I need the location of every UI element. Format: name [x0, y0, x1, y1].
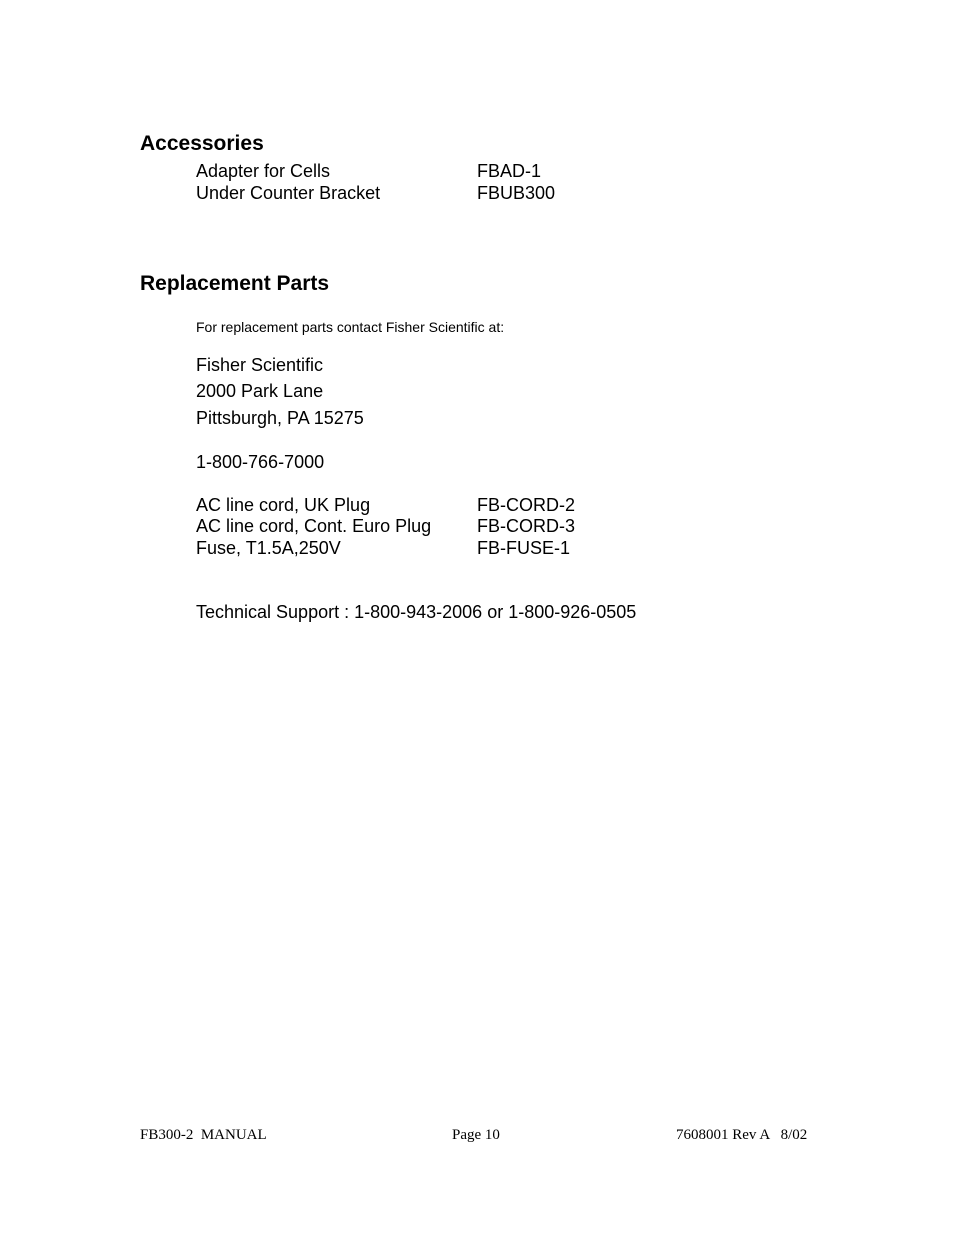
address-line-city: Pittsburgh, PA 15275	[196, 408, 364, 428]
accessory-name-adapter: Adapter for Cells	[196, 161, 331, 181]
replacement-parts-heading: Replacement Parts	[140, 272, 330, 295]
part-number-uk-cord: FB-CORD-2	[477, 495, 575, 515]
technical-support: Technical Support : 1-800-943-2006 or 1-800-926-0505	[196, 602, 637, 622]
part-name-fuse: Fuse, T1.5A,250V	[196, 538, 341, 558]
footer-manual-title: FB300-2 MANUAL	[140, 1127, 267, 1143]
accessories-heading: Accessories	[140, 132, 264, 155]
phone-number: 1-800-766-7000	[196, 452, 325, 472]
part-name-euro-cord: AC line cord, Cont. Euro Plug	[196, 516, 432, 536]
replacement-intro: For replacement parts contact Fisher Scientific at:	[196, 319, 505, 335]
accessory-name-bracket: Under Counter Bracket	[196, 183, 381, 203]
accessory-part-bracket: FBUB300	[477, 183, 556, 203]
footer-revision: 7608001 Rev A 8/02	[676, 1127, 808, 1143]
part-name-uk-cord: AC line cord, UK Plug	[196, 495, 371, 515]
address-line-street: 2000 Park Lane	[196, 381, 324, 401]
accessory-part-adapter: FBAD-1	[477, 161, 542, 181]
footer-page-number: Page 10	[452, 1127, 500, 1143]
part-number-euro-cord: FB-CORD-3	[477, 516, 575, 536]
address-line-company: Fisher Scientific	[196, 355, 324, 375]
part-number-fuse: FB-FUSE-1	[477, 538, 571, 558]
